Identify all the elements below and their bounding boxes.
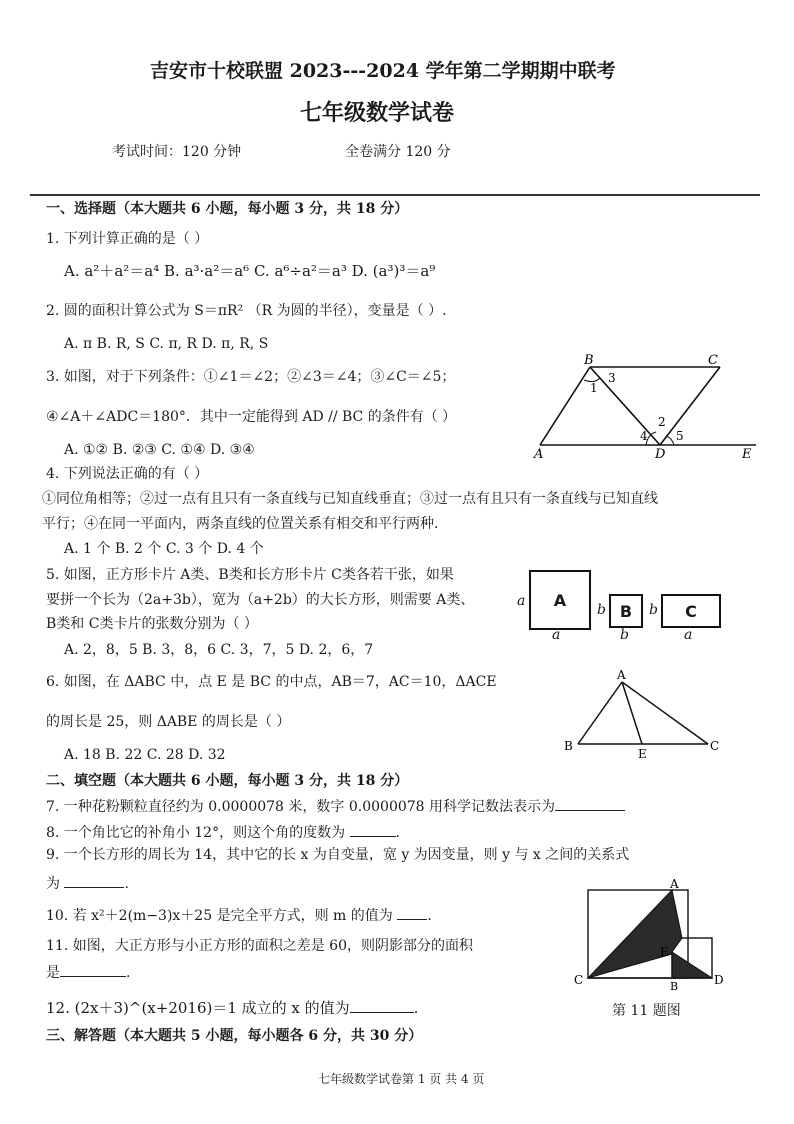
card-a-bottom-label: a (552, 627, 561, 643)
q8-text: 8. 一个角比它的补角小 12°，则这个角的度数为 . (46, 822, 400, 842)
q11-label-d: D (714, 973, 724, 987)
q3-label-b: B (584, 353, 594, 368)
q1-options: A. a²＋a²＝a⁴ B. a³·a²＝a⁶ C. a⁶÷a²＝a³ D. (a³)³＝a⁹ (64, 262, 436, 280)
q6-label-c: C (710, 739, 720, 753)
q3-angle-1: 1 (590, 381, 598, 395)
q6-line1: 6. 如图，在 ΔABC 中，点 E 是 BC 的中点，AB＝7，AC＝10，ΔACE (46, 674, 497, 690)
q3-angle-4: 4 (640, 429, 648, 443)
q4-line2: 平行；④在同一平面内，两条直线的位置关系有相交和平行两种. (42, 516, 439, 532)
q5-line1: 5. 如图，正方形卡片 A类、B类和长方形卡片 C类各若干张，如果 (46, 567, 454, 583)
q7-stem: 7. 一种花粉颗粒直径约为 0.0000078 米，数字 0.0000078 用科学记数法表示为 (46, 799, 556, 815)
section1-heading: 一、选择题（本大题共 6 小题，每小题 3 分，共 18 分） (46, 201, 409, 217)
exam-time: 考试时间：120 分钟 (112, 144, 242, 160)
page-footer: 七年级数学试卷第 1 页 共 4 页 (318, 1072, 485, 1086)
q12-answer-blank[interactable] (350, 998, 414, 1013)
q1-stem: 1. 下列计算正确的是（ ） (46, 231, 209, 247)
q6-options: A. 18 B. 22 C. 28 D. 32 (64, 747, 226, 763)
card-c: C (661, 594, 721, 628)
q4-options: A. 1 个 B. 2 个 C. 3 个 D. 4 个 (64, 541, 264, 557)
q7-text (46, 796, 625, 816)
section3-heading: 三、解答题（本大题共 5 小题，每小题各 6 分，共 30 分） (46, 1028, 423, 1044)
full-score: 全卷满分 120 分 (345, 144, 451, 160)
q5-options: A. 2，8，5 B. 3，8，6 C. 3，7，5 D. 2，6，7 (64, 642, 374, 658)
section2-heading: 二、填空题（本大题共 6 小题，每小题 3 分，共 18 分） (46, 773, 409, 789)
q10-text: 10. 若 x²＋2(m−3)x＋25 是完全平方式，则 m 的值为 . (46, 905, 432, 925)
q11-line1: 11. 如图，大正方形与小正方形的面积之差是 60，则阴影部分的面积 (46, 938, 473, 954)
q3-angle-3: 3 (608, 371, 616, 385)
q6-label-a: A (617, 668, 626, 682)
card-b: B (609, 594, 643, 628)
q9-answer-blank[interactable] (64, 873, 124, 888)
q11-label-b: B (670, 980, 679, 990)
q6-figure (558, 668, 728, 760)
q3-label-c: C (708, 353, 718, 368)
q3-options: A. ①② B. ②③ C. ①④ D. ③④ (64, 442, 255, 458)
q11-label-a: A (670, 878, 679, 891)
q6-label-b: B (564, 739, 573, 753)
q8-stem: 8. 一个角比它的补角小 12°，则这个角的度数为 (46, 825, 346, 841)
card-b-bottom-label: b (620, 627, 629, 643)
q11-answer-blank[interactable] (60, 962, 126, 977)
q5-line3: B类和 C类卡片的张数分别为（ ） (46, 616, 258, 632)
q2-stem: 2. 圆的面积计算公式为 S＝πR² （R 为圆的半径），变量是（ ）. (46, 303, 447, 319)
q9-stem-end: 为 (46, 876, 60, 892)
q3-angle-2: 2 (658, 415, 666, 429)
q9-line1: 9. 一个长方形的周长为 14，其中它的长 x 为自变量，宽 y 为因变量，则 y 与 x 之间的关系式 (46, 847, 630, 863)
q2-options: A. π B. R, S C. π, R D. π, R, S (64, 336, 269, 352)
q8-answer-blank[interactable] (350, 822, 396, 837)
q7-answer-blank[interactable] (555, 796, 625, 811)
q10-answer-blank[interactable] (397, 905, 427, 920)
q5-line2: 要拼一个长为（2a+3b），宽为（a+2b）的大长方形，则需要 A类、 (46, 592, 475, 608)
q3-label-e: E (742, 447, 752, 460)
q12-text: 12. (2x＋3)^(x+2016)＝1 成立的 x 的值为 . (46, 999, 419, 1017)
q12-stem: 12. (2x＋3)^(x+2016)＝1 成立的 x 的值为 (46, 999, 350, 1017)
card-b-side-label: b (597, 602, 606, 618)
q11-label-c: C (574, 973, 584, 987)
q11-stem-end: 是 (46, 965, 60, 981)
card-a: A (529, 570, 591, 630)
q6-label-e: E (638, 747, 647, 760)
q11-figure (570, 878, 730, 990)
q9-line2: 为 . (46, 873, 129, 893)
q3-label-a: A (534, 447, 544, 460)
q11-label-e: E (660, 945, 669, 959)
q4-stem: 4. 下列说法正确的有（ ） (46, 466, 209, 482)
q4-line1: ①同位角相等；②过一点有且只有一条直线与已知直线垂直；③过一点有且只有一条直线与已知直线 (42, 491, 658, 507)
q3-stem-line1: 3. 如图，对于下列条件：①∠1＝∠2；②∠3＝∠4；③∠C＝∠5； (46, 369, 456, 385)
q11-line2: 是 . (46, 962, 130, 982)
card-c-side-label: b (649, 602, 658, 618)
header-divider (30, 194, 760, 196)
paper-title: 七年级数学试卷 (300, 100, 455, 126)
q3-stem-line2: ④∠A＋∠ADC＝180°．其中一定能得到 AD // BC 的条件有（ ） (46, 409, 457, 425)
card-c-bottom-label: a (684, 627, 693, 643)
q3-label-d: D (655, 447, 666, 460)
q11-figure-caption: 第 11 题图 (612, 1003, 681, 1019)
q3-figure (528, 350, 768, 460)
exam-title: 吉安市十校联盟 2023---2024 学年第二学期期中联考 (150, 60, 616, 82)
q6-line2: 的周长是 25，则 ΔABE 的周长是（ ） (46, 714, 291, 730)
q3-angle-5: 5 (676, 429, 684, 443)
q10-stem: 10. 若 x²＋2(m−3)x＋25 是完全平方式，则 m 的值为 (46, 908, 393, 924)
card-a-side-label: a (517, 593, 526, 609)
